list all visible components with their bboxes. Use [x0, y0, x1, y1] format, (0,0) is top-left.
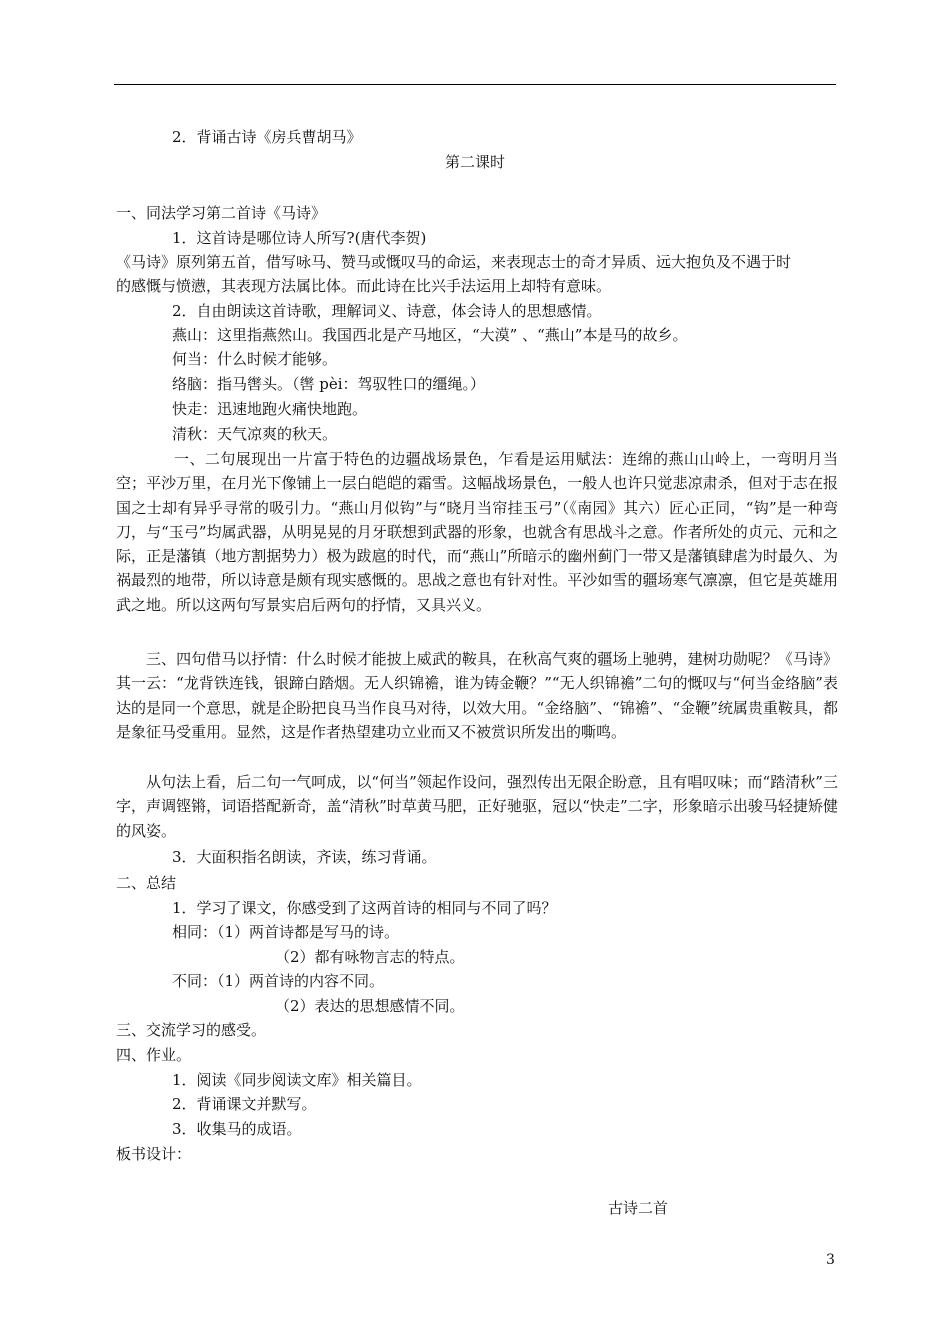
- glossary-item: 燕山：这里指燕然山。我国西北是产马地区，“大漠” 、“燕山”本是马的故乡。: [172, 326, 688, 344]
- section4-heading: 四、作业。: [116, 1046, 192, 1064]
- section1-q3: 3．大面积指名朗读，齐读，练习背诵。: [172, 848, 437, 866]
- board-title: 古诗二首: [608, 1199, 669, 1217]
- glossary-item: 快走：迅速地跑火痛快地跑。: [172, 400, 368, 418]
- glossary-item: 清秋：天气凉爽的秋天。: [172, 425, 338, 443]
- analysis-paragraph-2: [116, 647, 838, 744]
- section1-note-line1: 《马诗》原列第五首，借写咏马、赞马或慨叹马的命运，来表现志士的奇才异质、远大抱负及不遇于时: [116, 253, 792, 271]
- page-number: 3: [826, 1252, 835, 1268]
- diff-item-2: （2）表达的思想感情不同。: [275, 997, 465, 1015]
- section1-q2: 2．自由朗读这首诗歌，理解词义、诗意，体会诗人的思想感情。: [172, 302, 602, 320]
- section2-q1: 1．学习了课文，你感受到了这两首诗的相同与不同了吗？: [172, 899, 557, 917]
- section1-heading: 一、同法学习第二首诗《马诗》: [116, 204, 327, 222]
- diff-item-1: 不同：（1）两首诗的内容不同。: [172, 972, 385, 990]
- glossary-item: 何当：什么时候才能够。: [172, 350, 338, 368]
- analysis-text-1: 一、二句展现出一片富于特色的边疆战场景色，乍看是运用赋法：连绵的燕山山岭上，一弯明月当空；平沙万里，在月光下像铺上一层白皑皑的霜雪。这幅战场景色，一般人也许只觉悲凉肃杀，但对于志在报国之士却有异乎寻常的吸引力。“燕山月似钩”与“晓月当帘挂玉弓”（《南园》其六）匠心正同，“钩”是一种弯刀，与“玉弓”均属武器，从明晃晃的月牙联想到武器的形象，也就含有思战斗之意。作者所处的贞元、元和之际，正是藩镇（地方割据势力）极为跋扈的时代，而“燕山”所暗示的幽州蓟门一带又是藩镇肆虐为时最久、为祸最烈的地带，所以诗意是颇有现实感慨的。思战之意也有针对性。平沙如雪的疆场寒气凛凛，但它是英雄用武之地。所以这两句写景实启后两句的抒情，又具兴义。: [116, 450, 838, 614]
- homework-item: 2．背诵课文并默写。: [172, 1095, 317, 1113]
- analysis-paragraph-3: [116, 770, 838, 843]
- header-rule: [114, 84, 836, 85]
- section1-q1: 1．这首诗是哪位诗人所写?(唐代李贺): [172, 229, 427, 247]
- intro-item: 2．背诵古诗《房兵曹胡马》: [172, 128, 362, 146]
- glossary-item: 络脑：指马辔头。（辔 pèi：驾驭牲口的缰绳。）: [172, 375, 486, 393]
- analysis-paragraph-1: [116, 447, 838, 617]
- section1-note-line2: 的感慨与愤懑，其表现方法属比体。而此诗在比兴手法运用上却特有意味。: [116, 277, 612, 295]
- section2-heading: 二、总结: [116, 874, 177, 892]
- same-item-1: 相同：（1）两首诗都是写马的诗。: [172, 923, 400, 941]
- section3-heading: 三、交流学习的感受。: [116, 1021, 267, 1039]
- lesson-title: 第二课时: [444, 153, 505, 171]
- homework-item: 3．收集马的成语。: [172, 1120, 302, 1138]
- analysis-text-3: 从句法上看，后二句一气呵成，以“何当”领起作设问，强烈传出无限企盼意，且有唱叹味；而“踏清秋”三字，声调铿锵，词语搭配新奇，盖“清秋”时草黄马肥，正好驰驱，冠以“快走”二字，形象暗示出骏马轻捷矫健的风姿。: [116, 773, 838, 840]
- homework-item: 1．阅读《同步阅读文库》相关篇目。: [172, 1071, 422, 1089]
- analysis-text-2: 三、四句借马以抒情：什么时候才能披上威武的鞍具，在秋高气爽的疆场上驰骋，建树功勋呢？《马诗》其一云：“龙背铁连钱，银蹄白踏烟。无人织锦襜，谁为铸金鞭？”“无人织锦襜”二句的慨叹与“何当金络脑”表达的是同一个意思，就是企盼把良马当作良马对待，以效大用。“金络脑”、“锦襜”、“金鞭”统属贵重鞍具，都是象征马受重用。显然，这是作者热望建功立业而又不被赏识所发出的嘶鸣。: [116, 650, 838, 741]
- same-item-2: （2）都有咏物言志的特点。: [275, 948, 465, 966]
- board-label: 板书设计：: [116, 1145, 192, 1163]
